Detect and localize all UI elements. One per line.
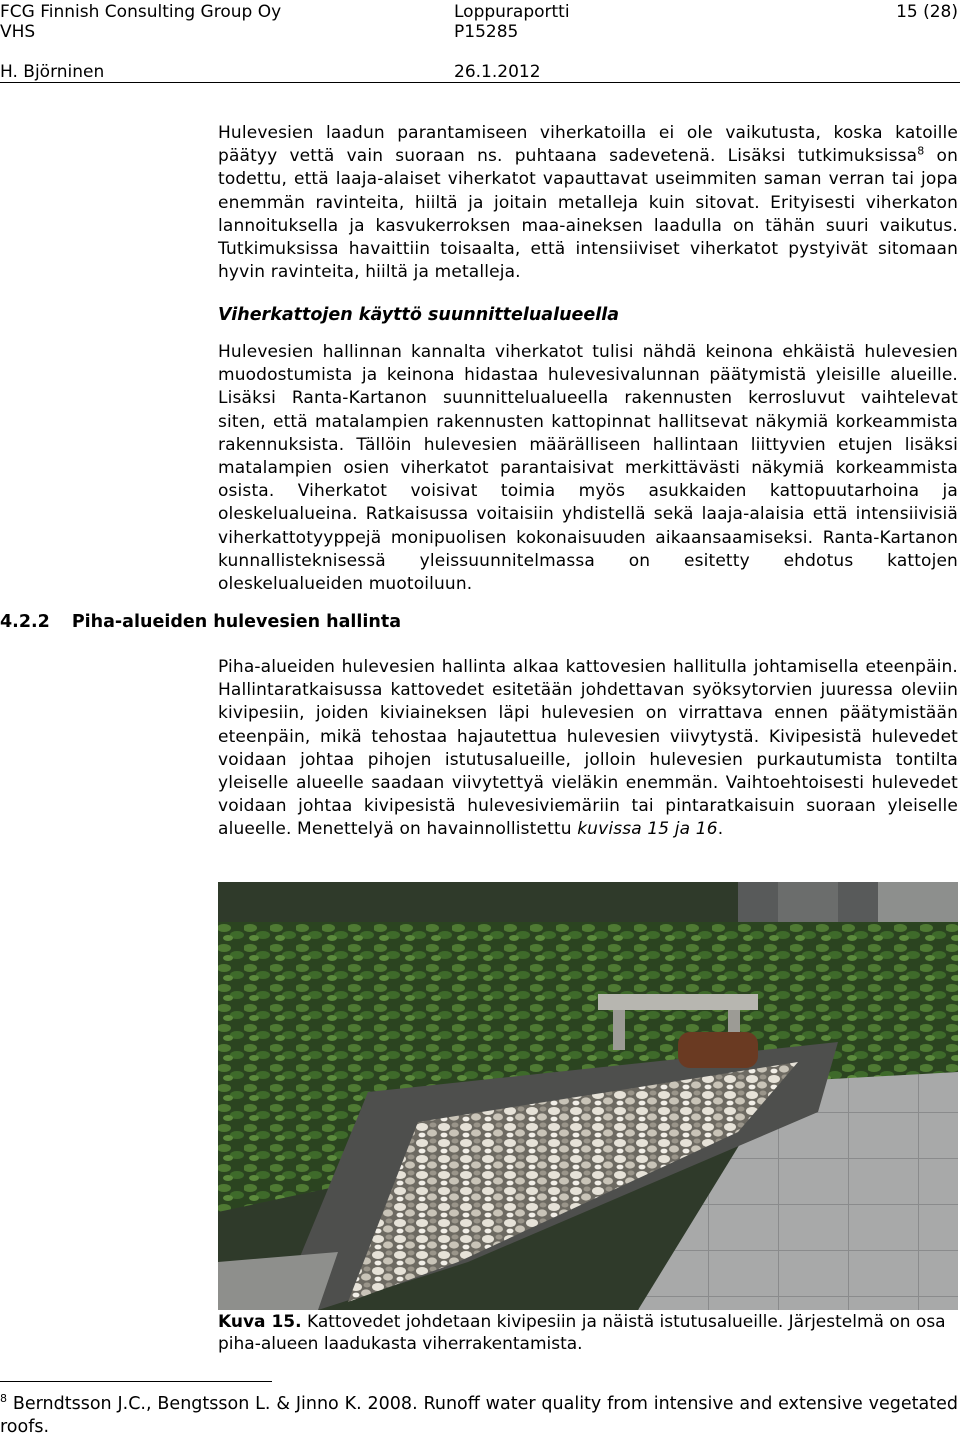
section-number: 4.2.2: [0, 612, 50, 632]
header-author: H. Björninen: [0, 62, 105, 82]
header-client: VHS: [0, 22, 36, 42]
footnote-text: Berndtsson J.C., Bengtsson L. & Jinno K. 2008. Runoff water quality from intensive and extensive vegetated roofs.: [0, 1393, 958, 1437]
paragraph-planning-area: Hulevesien hallinnan kannalta viherkatot tulisi nähdä keinona ehkäistä hulevesien muodostumista ja keinona hidastaa hulevesivalunnan päätymistä yleisille alueille. Lisäksi Ranta-Kartanon suunnittelualueella rakennusten kerrosluvut vaihtelevat siten, että matalampien rakennusten kattopinnat hallitsevat näkymiä korkeammista rakennuksista. Tällöin hulevesien määrälliseen hallintaan liittyvien etujen lisäksi matalampien osien viherkatot parantaisivat merkittävästi näkymiä korkeammista osista. Viherkatot voisivat toimia myös asukkaiden kattopuutarhoina ja oleskelualueina. Ratkaisussa voitaisiin yhdistellä sekä laaja-alaisia että intensiivisiä viherkattotyyppejä monipuolisen kokonaisuuden aikaansaamiseksi. Ranta-Kartanon kunnallisteknisessä yleissuunnitelmassa on esitetty ehdotus kattojen oleskelualueiden muotoiluun.: [218, 342, 958, 595]
header-company: FCG Finnish Consulting Group Oy: [0, 2, 282, 22]
paragraph-text: Hulevesien laadun parantamiseen viherkatoilla ei ole vaikutusta, koska katoille päätyy vettä vain suoraan ns. puhtaana sadevetenä. Lisäksi tutkimuksissa: [218, 123, 958, 167]
figure-caption: [218, 1311, 958, 1355]
header-page-number: 15 (28): [896, 2, 958, 22]
header-divider: [0, 82, 960, 83]
figure-reference: kuvissa 15 ja 16: [577, 819, 718, 840]
subheading: Viherkattojen käyttö suunnittelualueella: [218, 305, 620, 325]
figure-photo: [218, 882, 958, 1310]
footnote: [0, 1387, 958, 1439]
section-title: Piha-alueiden hulevesien hallinta: [71, 612, 402, 632]
figure-caption-text: Kattovedet johdetaan kivipesiin ja näistä istutusalueille. Järjestelmä on osa piha-alueen laadukasta viherrakentamista.: [218, 1312, 946, 1354]
section-heading: [0, 612, 401, 632]
paragraph-end: .: [717, 819, 724, 840]
paragraph-yard-stormwater: [218, 656, 958, 842]
figure-label: Kuva 15.: [218, 1312, 302, 1332]
stone-bed-garden-image: [218, 882, 958, 1310]
header-doc-type: Loppuraportti: [454, 2, 570, 22]
paragraph-text: Piha-alueiden hulevesien hallinta alkaa kattovesien hallitulla johtamisella eteenpäin. Hallintaratkaisussa kattovedet esitetään johdettavan syöksytorvien juuressa oleviin kivipesiin, joiden kiviaineksen läpi hulevesien on virrattava ennen päätymistään eteenpäin, mikä tehostaa hajautettua hulevesien viivytystä. Kivipesistä hulevedet voidaan johtaa pihojen istutusalueille, jolloin hulevesien purkautumista tontilta yleiselle alueelle saadaan viivytettyä vieläkin enemmän. Vaihtoehtoisesti hulevedet voidaan johtaa kivipesistä hulevesiviemäriin tai pintaratkaisuin suoraan yleiselle alueelle. Menettelyä on havainnollistettu: [218, 657, 958, 840]
paragraph-green-roof-quality: [218, 122, 958, 284]
paragraph-text: on todettu, että laaja-alaiset viherkatot vapauttavat useimmiten saman verran tai jopa enemmän ravinteita, hiiltä ja joitain metalleja kuin sitovat. Erityisesti viherkaton lannoituksella ja kasvukerroksen maa-aineksen laadulla on tähän suuri vaikutus. Tutkimuksissa havaittiin toisaalta, että intensiiviset viherkatot pystyivät sitomaan hyvin ravinteita, hiiltä ja metalleja.: [218, 146, 958, 283]
header-project: P15285: [454, 22, 519, 42]
header-date: 26.1.2012: [454, 62, 541, 82]
footnote-reference: 8: [917, 144, 925, 158]
footnote-divider: [0, 1381, 272, 1382]
footnote-number: 8: [0, 1392, 7, 1405]
